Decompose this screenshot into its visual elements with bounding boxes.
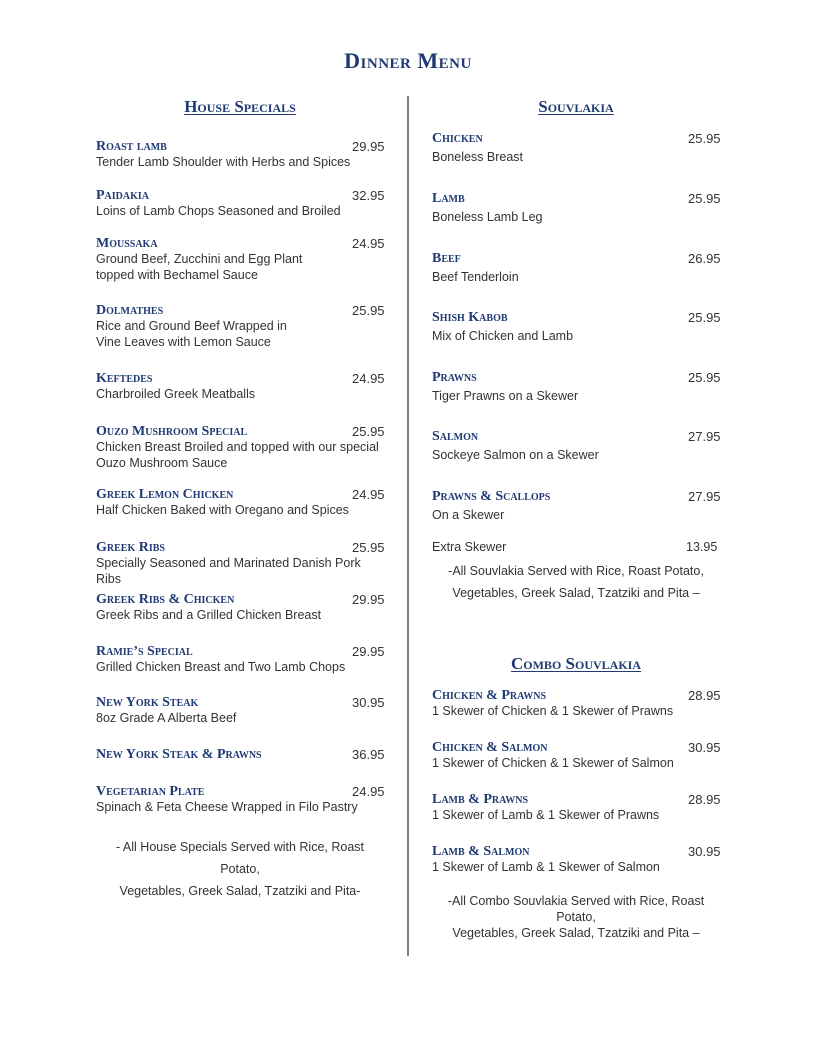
item-price: 29.95 xyxy=(352,644,385,659)
menu-item-prawns xyxy=(432,370,722,405)
item-name: Prawns & Scallops xyxy=(432,489,551,504)
item-price: 32.95 xyxy=(352,188,385,203)
menu-item-lamb xyxy=(432,191,722,226)
item-name: Beef xyxy=(432,251,461,266)
item-name: Prawns xyxy=(432,370,477,385)
menu-item-lamb-salmon xyxy=(432,844,722,876)
item-description: Boneless Breast xyxy=(432,150,524,164)
item-description: Boneless Lamb Leg xyxy=(432,210,543,224)
item-name: Greek Ribs & Chicken xyxy=(96,592,235,607)
menu-item-chicken xyxy=(432,131,722,166)
item-name: Lamb xyxy=(432,191,465,206)
item-description: 1 Skewer of Chicken & 1 Skewer of Salmon xyxy=(432,756,674,770)
menu-item-keftedes xyxy=(96,371,386,403)
item-description: Spinach & Feta Cheese Wrapped in Filo Pastry xyxy=(96,800,358,814)
item-name: Vegetarian Plate xyxy=(96,784,205,799)
menu-item-shish-kabob xyxy=(432,310,722,345)
item-description: Tender Lamb Shoulder with Herbs and Spices xyxy=(96,155,351,169)
menu-item-beef xyxy=(432,251,722,286)
item-price: 24.95 xyxy=(352,487,385,502)
item-price: 24.95 xyxy=(352,371,385,386)
item-price: 25.95 xyxy=(688,131,721,146)
item-description: Specially Seasoned and Marinated Danish Pork Ribs xyxy=(96,556,361,586)
item-description: Grilled Chicken Breast and Two Lamb Chops xyxy=(96,660,346,674)
menu-item-dolmathes xyxy=(96,303,386,350)
menu-item-greek-lemon-chicken xyxy=(96,487,386,519)
menu-item-ouzo-mushroom-special xyxy=(96,424,386,471)
item-name: Greek Lemon Chicken xyxy=(96,487,234,502)
item-name: Chicken & Salmon xyxy=(432,740,548,755)
item-description: 1 Skewer of Lamb & 1 Skewer of Salmon xyxy=(432,860,660,874)
item-price: 25.95 xyxy=(352,424,385,439)
item-name: Lamb & Salmon xyxy=(432,844,530,859)
item-name: Greek Ribs xyxy=(96,540,165,555)
item-name: Ramie’s Special xyxy=(96,644,193,659)
item-price: 25.95 xyxy=(688,191,721,206)
item-price: 24.95 xyxy=(352,784,385,799)
extra-skewer-label: Extra Skewer xyxy=(432,540,507,554)
item-price: 29.95 xyxy=(352,592,385,607)
menu-item-moussaka xyxy=(96,236,386,283)
item-name: Chicken xyxy=(432,131,483,146)
item-description: Chicken Breast Broiled and topped with our special Ouzo Mushroom Sauce xyxy=(96,440,379,470)
column-divider xyxy=(407,96,409,956)
item-description: Sockeye Salmon on a Skewer xyxy=(432,448,599,462)
item-price: 30.95 xyxy=(688,844,721,859)
item-description: Ground Beef, Zucchini and Egg Plant topped with Bechamel Sauce xyxy=(96,252,303,282)
item-price: 27.95 xyxy=(688,429,721,444)
item-description: 1 Skewer of Chicken & 1 Skewer of Prawns xyxy=(432,704,674,718)
item-description: 8oz Grade A Alberta Beef xyxy=(96,711,237,725)
menu-item-ramie-s-special xyxy=(96,644,386,676)
item-description: Rice and Ground Beef Wrapped in Vine Leaves with Lemon Sauce xyxy=(96,319,287,349)
item-price: 25.95 xyxy=(688,310,721,325)
menu-item-prawns-scallops xyxy=(432,489,722,524)
item-price: 29.95 xyxy=(352,139,385,154)
item-name: Dolmathes xyxy=(96,303,164,318)
item-name: Chicken & Prawns xyxy=(432,688,547,703)
item-price: 25.95 xyxy=(352,303,385,318)
menu-item-roast-lamb xyxy=(96,139,386,171)
combo-souvlakia-note: -All Combo Souvlakia Served with Rice, Roast Potato, Vegetables, Greek Salad, Tzatziki and Pita – xyxy=(447,894,705,940)
item-price: 28.95 xyxy=(688,688,721,703)
menu-item-new-york-steak xyxy=(96,695,386,727)
menu-item-greek-ribs-chicken xyxy=(96,592,386,624)
item-name: New York Steak xyxy=(96,695,199,710)
item-description: Charbroiled Greek Meatballs xyxy=(96,387,256,401)
item-name: Shish Kabob xyxy=(432,310,508,325)
item-name: Keftedes xyxy=(96,371,153,386)
souvlakia-heading: Souvlakia xyxy=(538,97,614,116)
item-price: 26.95 xyxy=(688,251,721,266)
house-specials-note: - All House Specials Served with Rice, Roast Potato, Vegetables, Greek Salad, Tzatziki and Pita- xyxy=(115,840,365,898)
item-description: Beef Tenderloin xyxy=(432,270,519,284)
item-name: Lamb & Prawns xyxy=(432,792,528,807)
item-price: 25.95 xyxy=(352,540,385,555)
menu-item-greek-ribs xyxy=(96,540,386,587)
item-name: New York Steak & Prawns xyxy=(96,747,262,762)
item-description: Loins of Lamb Chops Seasoned and Broiled xyxy=(96,204,341,218)
menu-item-new-york-steak-prawns xyxy=(96,747,386,763)
item-name: Paidakia xyxy=(96,188,149,203)
item-price: 30.95 xyxy=(688,740,721,755)
menu-item-salmon xyxy=(432,429,722,464)
menu-item-chicken-prawns xyxy=(432,688,722,720)
item-price: 27.95 xyxy=(688,489,721,504)
item-name: Salmon xyxy=(432,429,479,444)
item-name: Roast lamb xyxy=(96,139,167,154)
souvlakia-note: -All Souvlakia Served with Rice, Roast Potato, Vegetables, Greek Salad, Tzatziki and Pita – xyxy=(448,564,704,600)
item-description: Tiger Prawns on a Skewer xyxy=(432,389,579,403)
item-name: Moussaka xyxy=(96,236,158,251)
item-name: Ouzo Mushroom Special xyxy=(96,424,248,439)
combo-souvlakia-heading: Combo Souvlakia xyxy=(511,654,641,673)
item-description: Mix of Chicken and Lamb xyxy=(432,329,574,343)
item-description: On a Skewer xyxy=(432,508,505,522)
item-description: Half Chicken Baked with Oregano and Spices xyxy=(96,503,349,517)
item-price: 36.95 xyxy=(352,747,385,762)
menu-item-vegetarian-plate xyxy=(96,784,386,816)
menu-item-chicken-salmon xyxy=(432,740,722,772)
item-price: 30.95 xyxy=(352,695,385,710)
item-description: 1 Skewer of Lamb & 1 Skewer of Prawns xyxy=(432,808,660,822)
menu-item-paidakia xyxy=(96,188,386,220)
menu-item-lamb-prawns xyxy=(432,792,722,824)
item-price: 25.95 xyxy=(688,370,721,385)
item-price: 24.95 xyxy=(352,236,385,251)
extra-skewer-price: 13.95 xyxy=(686,540,718,554)
item-description: Greek Ribs and a Grilled Chicken Breast xyxy=(96,608,322,622)
item-price: 28.95 xyxy=(688,792,721,807)
house-specials-heading: House Specials xyxy=(184,97,296,116)
page-title: Dinner Menu xyxy=(344,48,472,73)
